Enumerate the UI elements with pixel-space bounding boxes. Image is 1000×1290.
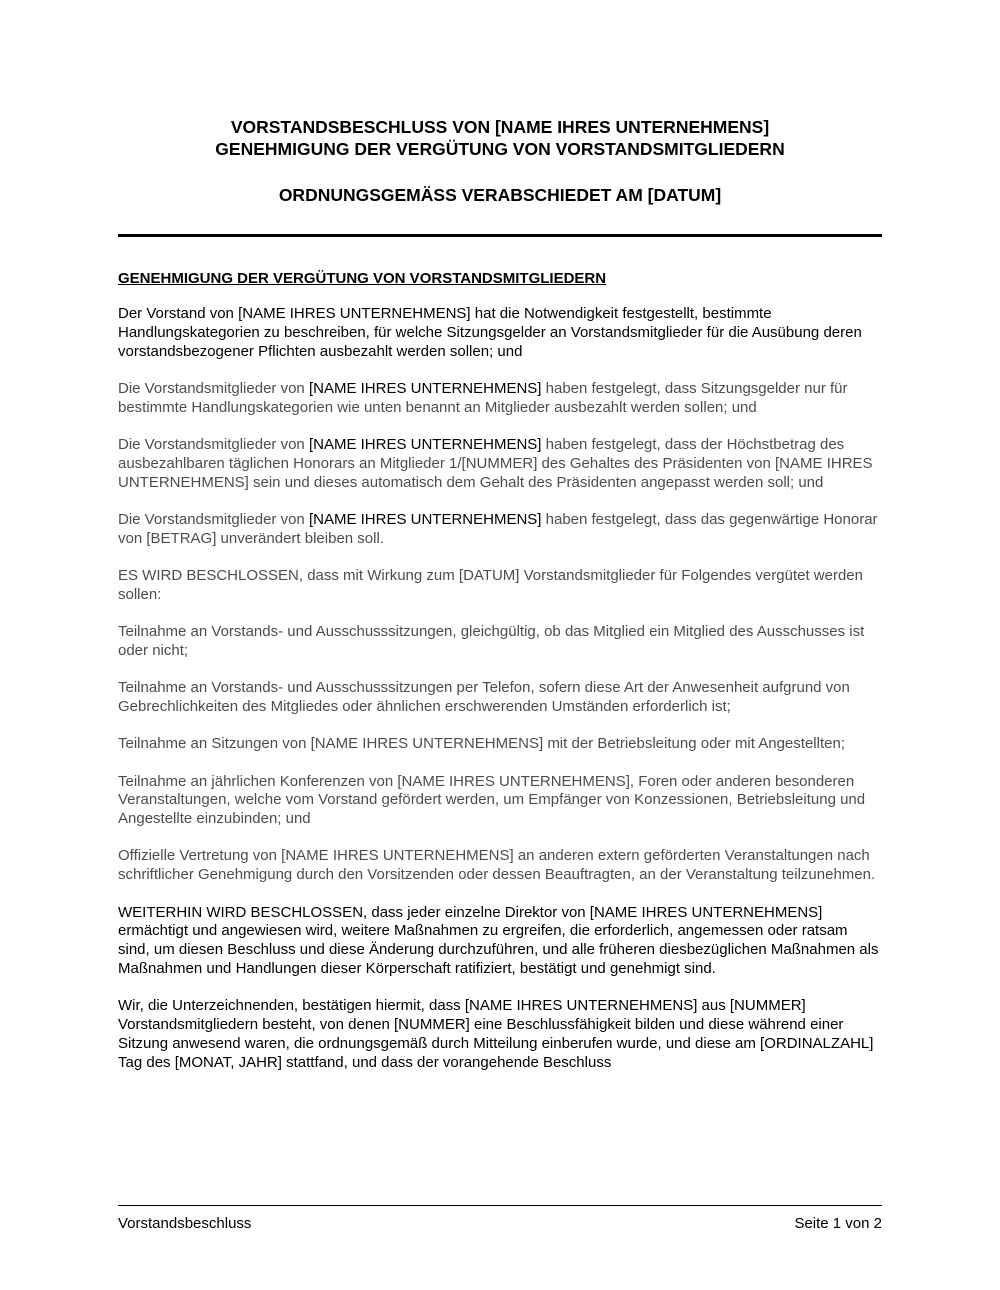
paragraph-1: Der Vorstand von [NAME IHRES UNTERNEHMENS] hat die Notwendigkeit festgestellt, bestimmte Handlungskategorien zu beschreiben, für welche Sitzungsgelder an Vorstandsmitglieder für die Ausübung deren vorstandsbezogener Pflichten ausbezahlt werden sollen; und bbox=[118, 305, 862, 360]
paragraph-12: Wir, die Unterzeichnenden, bestätigen hiermit, dass [NAME IHRES UNTERNEHMENS] aus [NUMMER] Vorstandsmitgliedern besteht, von denen [NUMMER] eine Beschlussfähigkeit bilden und diese während einer Sitzung anwesend waren, die ordnungsgemäß durch Mitteilung einberufen wurde, und diese am [ORDINALZAHL] Tag des [MONAT, JAHR] stattfand, und dass der vorangehende Beschluss bbox=[118, 997, 874, 1071]
paragraph-4-text-a: Die Vorstandsmitglieder von bbox=[118, 510, 309, 528]
paragraph-11: WEITERHIN WIRD BESCHLOSSEN, dass jeder einzelne Direktor von [NAME IHRES UNTERNEHMENS] ermächtigt und angewiesen wird, weitere Maßnahmen zu ergreifen, die erforderlich, angemessen oder ratsam sind, um diesen Beschluss und diese Änderung durchzuführen, und alle früheren diesbezüglichen Maßnahmen als Maßnahmen und Handlungen dieser Körperschaft ratifiziert, bestätigt und genehmigt sind. bbox=[118, 903, 879, 977]
footer-page-number: Seite 1 von 2 bbox=[794, 1215, 882, 1232]
paragraph-4 bbox=[118, 511, 882, 549]
title-line-3: ORDNUNGSGEMÄSS VERABSCHIEDET AM [DATUM] bbox=[278, 185, 722, 205]
footer-document-name: Vorstandsbeschluss bbox=[118, 1215, 252, 1232]
paragraph-3-text-c: haben festgelegt, dass der Höchstbetrag des ausbezahlbaren täglichen Honorars an Mitglieder 1/[NUMMER] des Gehaltes des Präsidenten von [NAME IHRES UNTERNEHMENS] sein und dieses automatisch dem Gehalt des Präsidenten angepasst werden soll; und bbox=[118, 435, 873, 491]
paragraph-10: Offizielle Vertretung von [NAME IHRES UNTERNEHMENS] an anderen extern geförderten Veranstaltungen nach schriftlicher Genehmigung durch den Vorsitzenden oder dessen Beauftragten, an der Veranstaltung teilzunehmen. bbox=[118, 847, 876, 884]
document-title-block bbox=[118, 116, 882, 206]
paragraph-2-text-a: Die Vorstandsmitglieder von bbox=[118, 379, 309, 397]
paragraph-3 bbox=[118, 436, 882, 492]
footer-divider bbox=[118, 1205, 882, 1206]
company-placeholder: [NAME IHRES UNTERNEHMENS] bbox=[308, 435, 542, 453]
paragraph-8: Teilnahme an Sitzungen von [NAME IHRES UNTERNEHMENS] mit der Betriebsleitung oder mit Angestellten; bbox=[118, 735, 845, 753]
paragraph-5: ES WIRD BESCHLOSSEN, dass mit Wirkung zum [DATUM] Vorstandsmitglieder für Folgendes vergütet werden sollen: bbox=[118, 566, 863, 603]
section-heading: GENEHMIGUNG DER VERGÜTUNG VON VORSTANDSMITGLIEDERN bbox=[118, 270, 607, 287]
paragraph-2-text-c: haben festgelegt, dass Sitzungsgelder nur für bestimmte Handlungskategorien wie unten benannt an Mitglieder ausbezahlt werden sollen; und bbox=[118, 379, 848, 416]
paragraph-7: Teilnahme an Vorstands- und Ausschusssitzungen per Telefon, sofern diese Art der Anwesenheit aufgrund von Gebrechlichkeiten des Mitgliedes oder ähnlichen erschwerenden Umständen erforderlich ist; bbox=[118, 679, 850, 715]
company-placeholder: [NAME IHRES UNTERNEHMENS] bbox=[308, 510, 542, 528]
paragraph-2 bbox=[118, 380, 882, 418]
paragraph-9: Teilnahme an jährlichen Konferenzen von [NAME IHRES UNTERNEHMENS], Foren oder anderen besonderen Veranstaltungen, welche vom Vorstand gefördert werden, um Empfänger von Konzessionen, Betriebsleitung und Angestellte einzubinden; und bbox=[118, 772, 866, 828]
document-body bbox=[118, 269, 882, 1091]
title-divider bbox=[118, 234, 882, 237]
company-placeholder: [NAME IHRES UNTERNEHMENS] bbox=[308, 379, 542, 397]
page-footer bbox=[118, 1215, 882, 1233]
title-line-1: VORSTANDSBESCHLUSS VON [NAME IHRES UNTERNEHMENS] bbox=[230, 117, 770, 137]
title-line-2: GENEHMIGUNG DER VERGÜTUNG VON VORSTANDSMITGLIEDERN bbox=[215, 139, 785, 159]
paragraph-4-text-c: haben festgelegt, dass das gegenwärtige Honorar von [BETRAG] unverändert bleiben soll. bbox=[118, 510, 878, 547]
paragraph-3-text-a: Die Vorstandsmitglieder von bbox=[118, 435, 309, 453]
paragraph-6: Teilnahme an Vorstands- und Ausschusssitzungen, gleichgültig, ob das Mitglied ein Mitglied des Ausschusses ist oder nicht; bbox=[118, 623, 865, 659]
